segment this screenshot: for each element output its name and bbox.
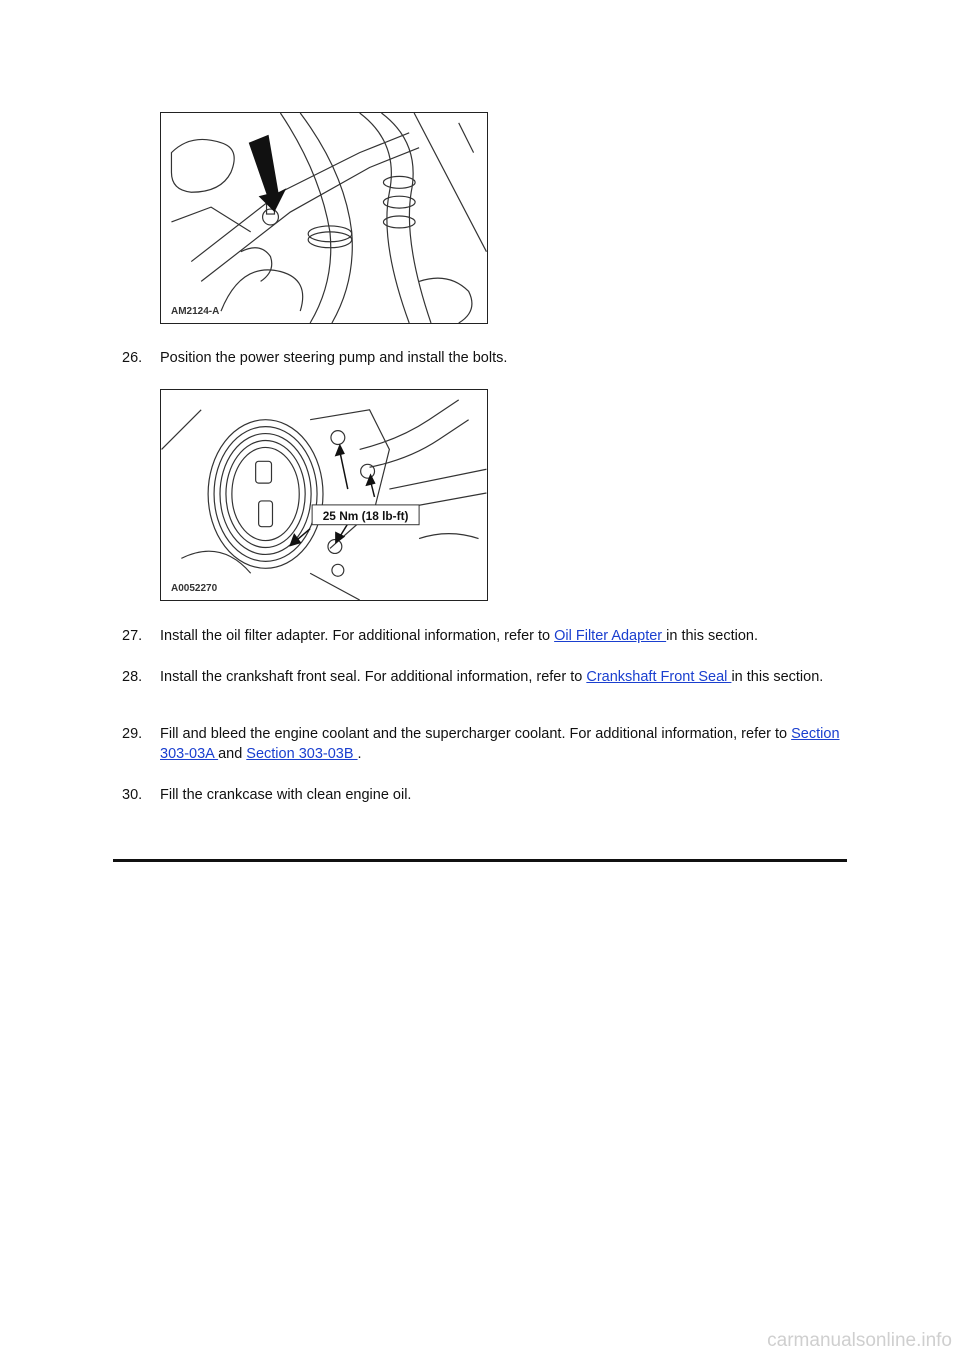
step-text: Position the power steering pump and install the bolts.	[160, 350, 508, 366]
footer-watermark: carmanualsonline.info	[767, 1330, 952, 1351]
step-text	[160, 724, 852, 764]
illustration-figure-1	[160, 112, 488, 324]
step-text-part: in this section.	[666, 628, 759, 644]
step-text-part: Fill and bleed the engine coolant and the supercharger coolant. For additional information, refer to	[160, 726, 792, 742]
oil-filter-adapter-link[interactable]: Oil Filter Adapter	[554, 628, 667, 644]
torque-callout: 25 Nm (18 lb-ft)	[322, 508, 409, 523]
section-divider	[113, 859, 847, 862]
step-number: 27.	[122, 628, 143, 644]
step-text	[160, 626, 852, 646]
step-text-part: .	[357, 746, 362, 762]
section-303-03b-link[interactable]: Section 303-03B	[246, 746, 358, 762]
step-29	[122, 724, 852, 764]
illustration-figure-2	[160, 389, 488, 601]
crankshaft-front-seal-link[interactable]: Crankshaft Front Seal	[586, 669, 732, 685]
step-number: 28.	[122, 669, 143, 685]
figure-id-label: A0052270	[171, 583, 218, 594]
step-number: 30.	[122, 787, 143, 803]
step-number: 26.	[122, 350, 143, 366]
step-text-part: in this section.	[731, 669, 824, 685]
step-28	[122, 667, 852, 687]
step-text-part: and	[218, 746, 247, 762]
power-steering-pump-illustration	[161, 390, 487, 600]
step-number: 29.	[122, 726, 143, 742]
figure-id-label: AM2124-A	[171, 306, 220, 317]
step-30	[122, 785, 852, 805]
step-text-part: Install the crankshaft front seal. For additional information, refer to	[160, 669, 587, 685]
step-text-part: Install the oil filter adapter. For additional information, refer to	[160, 628, 555, 644]
power-steering-bolt-illustration	[161, 113, 487, 323]
section-303-03a-link[interactable]: Section 303-03A	[160, 726, 840, 762]
step-text: Fill the crankcase with clean engine oil.	[160, 787, 412, 803]
step-26	[122, 348, 852, 368]
step-27	[122, 626, 852, 646]
step-text	[160, 667, 852, 687]
